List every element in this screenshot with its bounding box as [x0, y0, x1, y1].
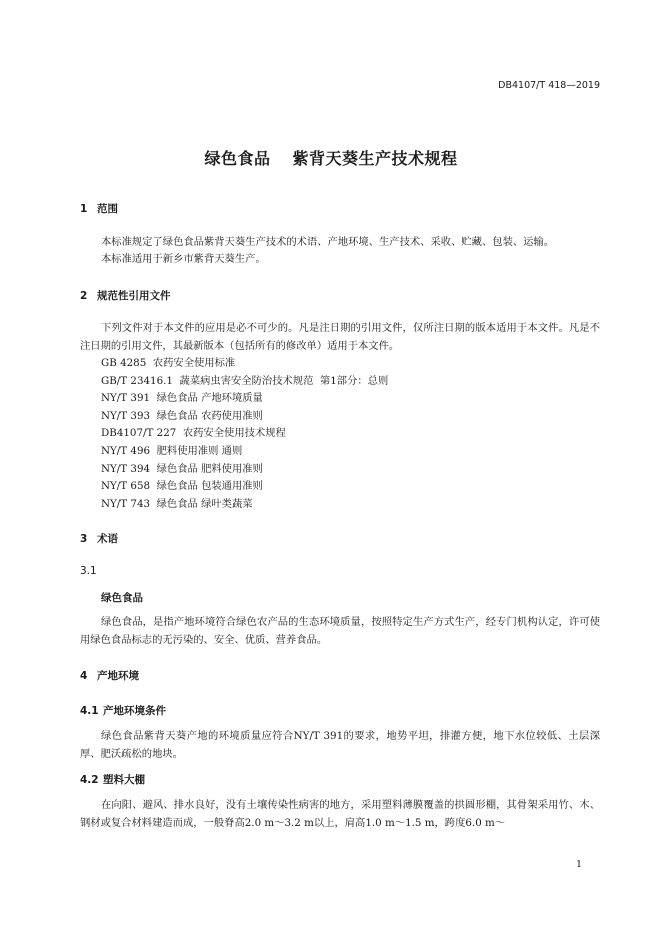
list-item: NY/T 394 绿色食品 肥料使用准则	[101, 462, 263, 475]
section-title: 术语	[97, 533, 118, 545]
page-title	[0, 146, 662, 169]
section-1-para-2: 本标准适用于新乡市紫背天葵生产。	[101, 253, 266, 265]
section-4-heading	[80, 668, 139, 683]
subsection-4-1-text: 绿色食品紫背天葵产地的环境质量应符合NY/T 391的要求，地势平坦，排灌方便，地下水位较低、土层深厚、肥沃疏松的地块。	[80, 730, 600, 760]
term-heading: 绿色食品	[101, 592, 143, 604]
section-3-heading	[80, 531, 118, 546]
section-title: 产地环境	[97, 670, 139, 682]
normative-references-list	[101, 355, 388, 513]
section-number: 2	[80, 290, 88, 302]
section-2-heading	[80, 288, 171, 303]
section-number: 4	[80, 670, 88, 682]
section-1-heading	[80, 201, 118, 216]
list-item: NY/T 391 绿色食品 产地环境质量	[101, 392, 263, 405]
section-title: 规范性引用文件	[97, 290, 171, 302]
section-title: 范围	[97, 203, 118, 215]
list-item: NY/T 743 绿色食品 绿叶类蔬菜	[101, 497, 253, 510]
list-item: NY/T 658 绿色食品 包装通用准则	[101, 480, 263, 493]
document-code: DB4107/T 418—2019	[498, 80, 600, 91]
list-item: GB/T 23416.1 蔬菜病虫害安全防治技术规范 第1部分：总则	[101, 374, 389, 387]
list-item: NY/T 393 绿色食品 农药使用准则	[101, 409, 263, 422]
subsection-4-1-heading	[80, 703, 166, 718]
title-part-1: 绿色食品	[204, 149, 271, 168]
section-number: 3	[80, 533, 88, 545]
section-number: 1	[80, 203, 88, 215]
subsection-4-2-text: 在向阳、避风、排水良好，没有土壤传染性病害的地方，采用塑料薄膜覆盖的拱圆形棚，其骨架采用竹、木、钢材或复合材料建造而成，一般脊高2.0 m～3.2 m以上，肩高1.0 m～1.5 m，跨度6.0 m～	[80, 799, 600, 829]
list-item: NY/T 496 肥料使用准则 通则	[101, 444, 243, 457]
subsection-4-2-heading	[80, 772, 145, 787]
list-item: DB4107/T 227 农药安全使用技术规程	[101, 427, 286, 440]
subsection-title: 塑料大棚	[103, 774, 145, 786]
list-item: GB 4285 农药安全使用标准	[101, 357, 236, 369]
section-2-intro: 下列文件对于本文件的应用是必不可少的。凡是注日期的引用文件，仅所注日期的版本适用于本文件。凡是不注日期的引用文件，其最新版本（包括所有的修改单）适用于本文件。	[80, 322, 600, 352]
section-1-para-1: 本标准规定了绿色食品紫背天葵生产技术的术语、产地环境、生产技术、采收、贮藏、包装、运输。	[101, 236, 555, 248]
page-number: 1	[575, 859, 582, 870]
title-part-2: 紫背天葵生产技术规程	[292, 149, 458, 168]
subsection-title: 产地环境条件	[103, 705, 166, 717]
subsection-number: 4.1	[80, 705, 99, 717]
subsection-number: 4.2	[80, 774, 99, 786]
term-definition: 绿色食品，是指产地环境符合绿色农产品的生态环境质量，按照特定生产方式生产，经专门机构认定，许可使用绿色食品标志的无污染的、安全、优质、营养食品。	[80, 616, 600, 646]
subsection-3-1-number: 3.1	[80, 565, 97, 577]
